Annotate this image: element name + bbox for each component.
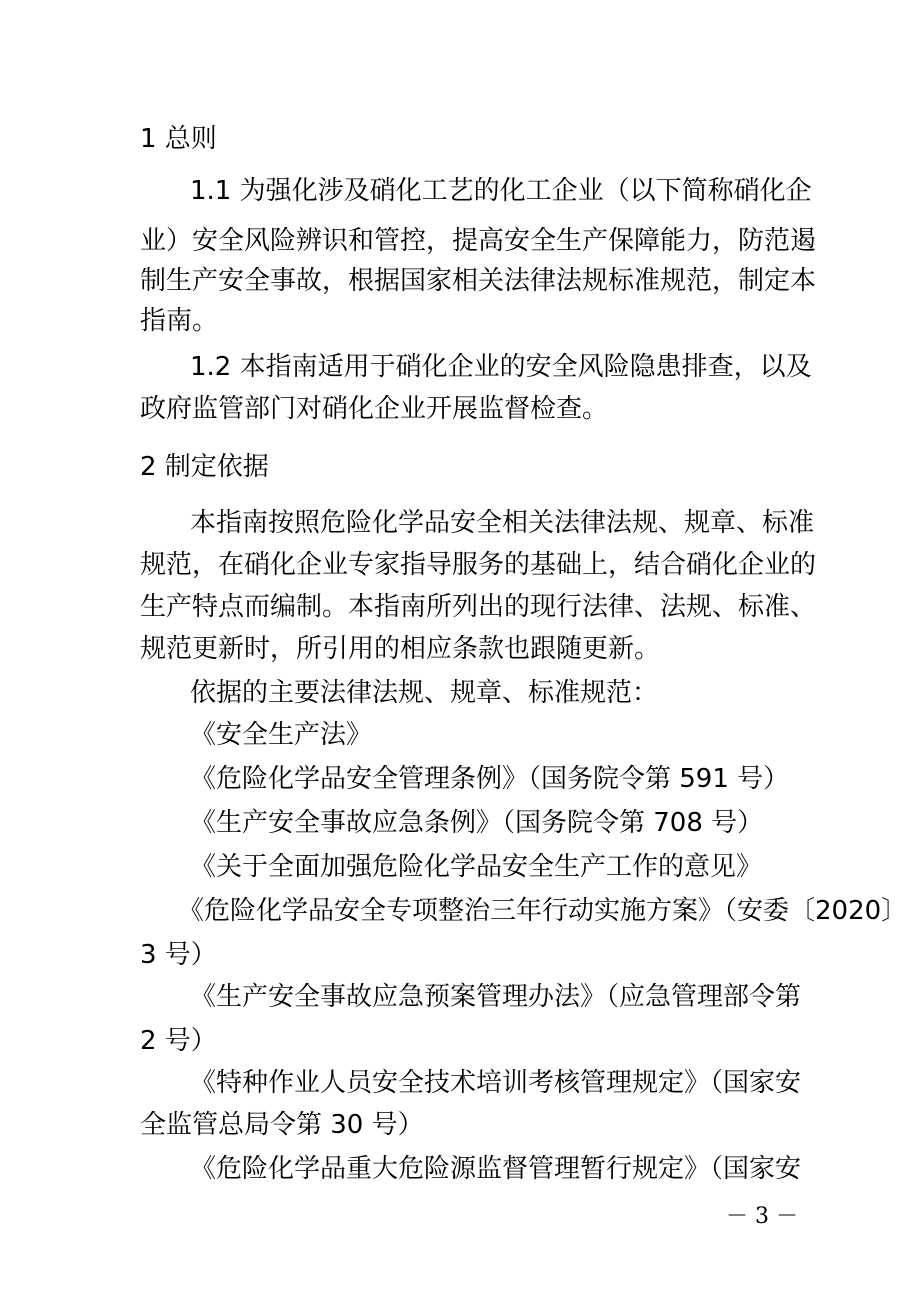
paragraph-1-2-line-1: 1.2 本指南适用于硝化企业的安全风险隐患排查，以及 <box>190 352 812 382</box>
reference-item: 《关于全面加强危险化学品安全生产工作的意见》 <box>190 852 763 882</box>
reference-item: 《危险化学品安全管理条例》（国务院令第 591 号） <box>190 764 790 794</box>
reference-item: 《生产安全事故应急预案管理办法》（应急管理部令第 <box>190 982 802 1012</box>
paragraph-1-1-line-3: 制生产安全事故，根据国家相关法律法规标准规范，制定本 <box>140 266 817 296</box>
reference-item: 《特种作业人员安全技术培训考核管理规定》（国家安 <box>190 1068 802 1098</box>
reference-item-continued: 全监管总局令第 30 号） <box>140 1110 424 1140</box>
reference-item-continued: 3 号） <box>140 940 217 970</box>
reference-item-continued: 2 号） <box>140 1026 217 1056</box>
reference-item: 《危险化学品安全专项整治三年行动实施方案》（安委〔2020〕 <box>178 896 908 926</box>
section-1-heading: 1 总则 <box>140 124 217 154</box>
paragraph-2-2: 依据的主要法律法规、规章、标准规范： <box>190 678 659 708</box>
page-number: － 3 － <box>726 1204 798 1229</box>
paragraph-1-1-line-1: 1.1 为强化涉及硝化工艺的化工企业（以下简称硝化企 <box>190 176 812 206</box>
reference-item: 《危险化学品重大危险源监督管理暂行规定》（国家安 <box>190 1154 802 1184</box>
section-2-heading: 2 制定依据 <box>140 452 269 482</box>
reference-item: 《安全生产法》 <box>190 720 373 750</box>
paragraph-1-1-line-2: 业）安全风险辨识和管控，提高安全生产保障能力，防范遏 <box>140 226 817 256</box>
paragraph-2-1-line-1: 本指南按照危险化学品安全相关法律法规、规章、标准 <box>190 508 815 538</box>
paragraph-1-2-line-2: 政府监管部门对硝化企业开展监督检查。 <box>140 394 609 424</box>
paragraph-2-1-line-3: 生产特点而编制。本指南所列出的现行法律、法规、标准、 <box>140 592 817 622</box>
paragraph-2-1-line-2: 规范，在硝化企业专家指导服务的基础上，结合硝化企业的 <box>140 550 817 580</box>
paragraph-1-1-line-4: 指南。 <box>140 306 219 336</box>
paragraph-2-1-line-4: 规范更新时，所引用的相应条款也跟随更新。 <box>140 634 661 664</box>
reference-item: 《生产安全事故应急条例》（国务院令第 708 号） <box>190 808 764 838</box>
